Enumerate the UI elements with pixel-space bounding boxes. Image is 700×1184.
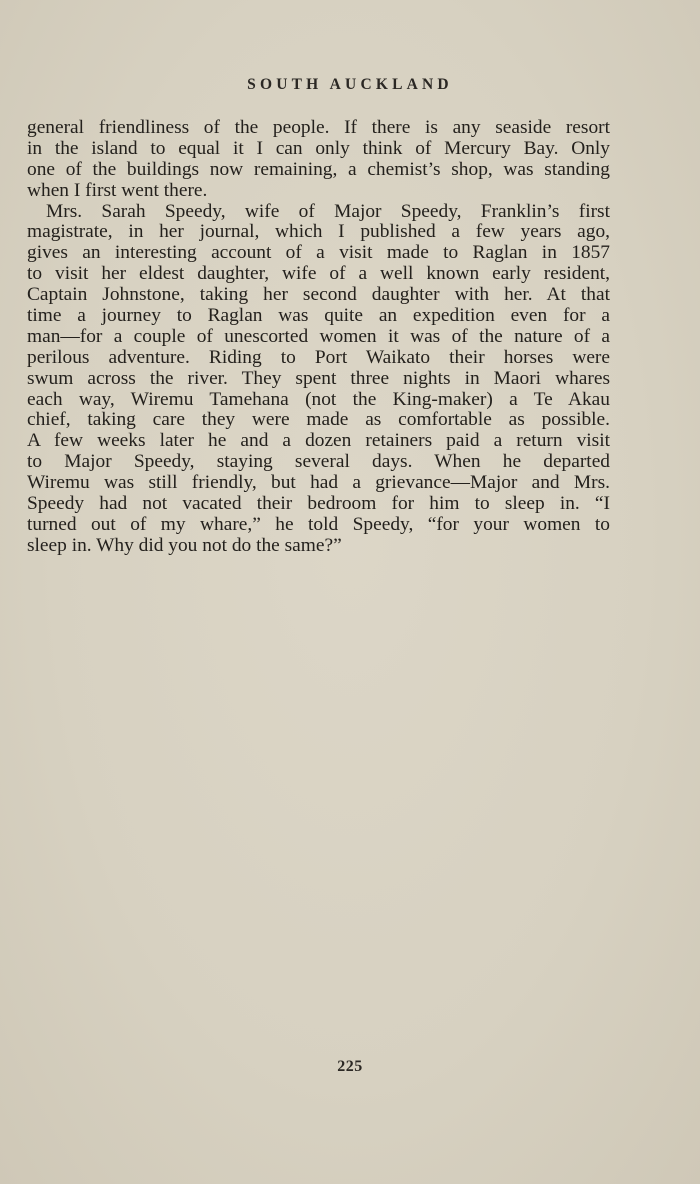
text-line: gives an interesting account of a visit made to Raglan in 1857: [27, 242, 610, 264]
text-line: to Major Speedy, staying several days. When he departed: [27, 451, 610, 473]
text-line: in the island to equal it I can only think of Mercury Bay. Only: [27, 137, 610, 159]
running-head: SOUTH AUCKLAND: [247, 76, 453, 93]
text-line: swum across the river. They spent three nights in Maori whares: [27, 367, 610, 389]
text-line: A few weeks later he and a dozen retainers paid a return visit: [27, 430, 610, 452]
text-line: Mrs. Sarah Speedy, wife of Major Speedy, Franklin’s first: [46, 200, 610, 222]
body-text: [27, 118, 610, 557]
text-line: time a journey to Raglan was quite an expedition even for a: [27, 305, 610, 327]
text-line: sleep in. Why did you not do the same?”: [27, 534, 342, 556]
text-line: turned out of my whare,” he told Speedy, “for your women to: [27, 513, 610, 535]
text-line: Wiremu was still friendly, but had a grievance—Major and Mrs.: [27, 472, 610, 494]
text-line: when I first went there.: [27, 179, 208, 201]
text-line: to visit her eldest daughter, wife of a well known early resident,: [27, 263, 610, 285]
page-number: 225: [337, 1058, 363, 1075]
text-line: man—for a couple of unescorted women it was of the nature of a: [27, 325, 610, 347]
text-line: each way, Wiremu Tamehana (not the King-maker) a Te Akau: [27, 388, 610, 410]
text-line: Captain Johnstone, taking her second daughter with her. At that: [27, 284, 610, 306]
text-line: magistrate, in her journal, which I published a few years ago,: [27, 221, 610, 243]
text-line: Speedy had not vacated their bedroom for him to sleep in. “I: [27, 493, 610, 515]
text-line: general friendliness of the people. If there is any seaside resort: [27, 117, 610, 138]
text-line: one of the buildings now remaining, a chemist’s shop, was standing: [27, 158, 610, 180]
text-line: chief, taking care they were made as comfortable as possible.: [27, 409, 610, 431]
text-line: perilous adventure. Riding to Port Waikato their horses were: [27, 346, 610, 368]
